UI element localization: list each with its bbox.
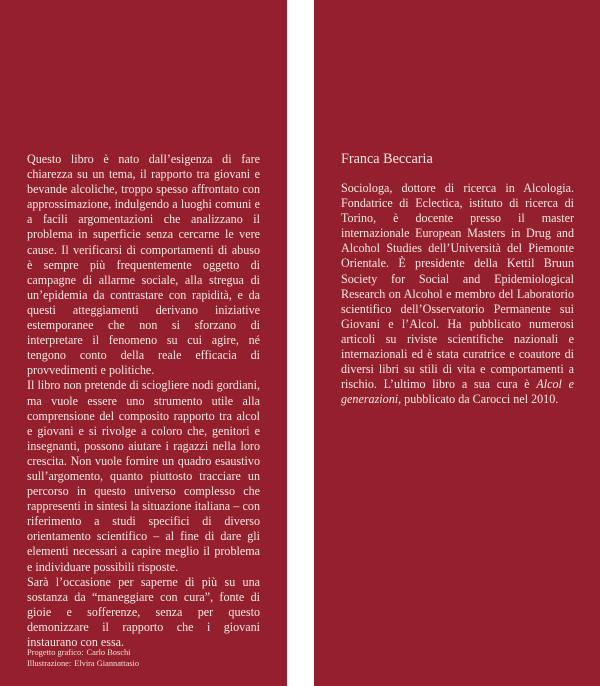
right-flap — [314, 0, 600, 686]
bio-text-end: , pubblicato da Carocci nel 2010. — [398, 392, 559, 407]
credits — [27, 648, 139, 669]
illustration-credit-name: Elvira Giannattasio — [74, 658, 140, 668]
flap-gutter — [287, 0, 314, 686]
book-description — [27, 152, 260, 650]
author-bio — [341, 181, 574, 407]
design-credit-name: Carlo Boschi — [86, 648, 131, 657]
design-credit — [27, 648, 139, 659]
description-paragraph-3: Sarà l’occasione per saperne di più su una sostanza da “maneggiare con cura”, fonte di gioie e sofferenze, senza per questo demonizzare il rapporto che i giovani instaurano con essa. — [27, 574, 260, 649]
illustration-credit — [27, 659, 139, 670]
author-bio-paragraph — [341, 181, 574, 407]
description-paragraph-1: Questo libro è nato dall’esigenza di fare chiarezza su un tema, il rapporto tra giovani e bevande alcoliche, troppo spesso affrontato con approssimazione, indulgendo a luoghi comuni e a facili argomentazioni che analizzano il problema in superficie senza cercarne le vere cause. Il verificarsi di comportamenti di abuso è sempre più frequentemente oggetto di campagne di allarme sociale, alla stregua di un’epidemia da contrastare con rapidità, e da questi atteggiamenti derivano iniziative estemporanee che non si sforzano di interpretare il fenomeno su cui agire, né tengono conto della reale efficacia di provvedimenti e politiche. — [27, 152, 260, 378]
illustration-credit-label: Illustrazione: — [27, 658, 72, 668]
design-credit-label: Progetto grafico: — [27, 648, 84, 657]
description-paragraph-2: Il libro non pretende di sciogliere nodi gordiani, ma vuole essere uno strumento utile alla comprensione del composito rapporto tra alcol e giovani e si rivolge a coloro che, genitori e insegnanti, possono aiutare i ragazzi nella loro crescita. Non vuole fornire un quadro esaustivo sull’argomento, quanto piuttosto tracciare un percorso in questo universo complesso che rappresenti in sintesi la situazione italiana – con riferimento a studi specifici di diverso orientamento scientifico – al fine di dare gli elementi necessari a capire meglio il problema e individuare possibili risposte. — [27, 378, 260, 574]
left-flap — [0, 0, 287, 686]
book-title: Alcol e generazioni — [341, 377, 575, 407]
bio-text-start: Sociologa, dottore di ricerca in Alcologia. Fondatrice di Eclectica, istituto di ricerca di Torino, è docente presso il master internazionale European Masters in Drug and Alcohol Studies dell’Università del Piemonte Orientale. È presidente della Kettil Bruun Society for Social and Epidemiological Research on Alcohol e membro del Laboratorio scientifico dell’Osservatorio Permanente sui Giovani e l’Alcol. Ha pubblicato numerosi articoli su riviste scientifiche nazionali e internazionali ed è stata curatrice e coautore di diversi libri su stili di vita e comportamenti a rischio. L’ultimo libro a sua cura è — [341, 181, 574, 392]
author-name: Franca Beccaria — [341, 151, 433, 167]
